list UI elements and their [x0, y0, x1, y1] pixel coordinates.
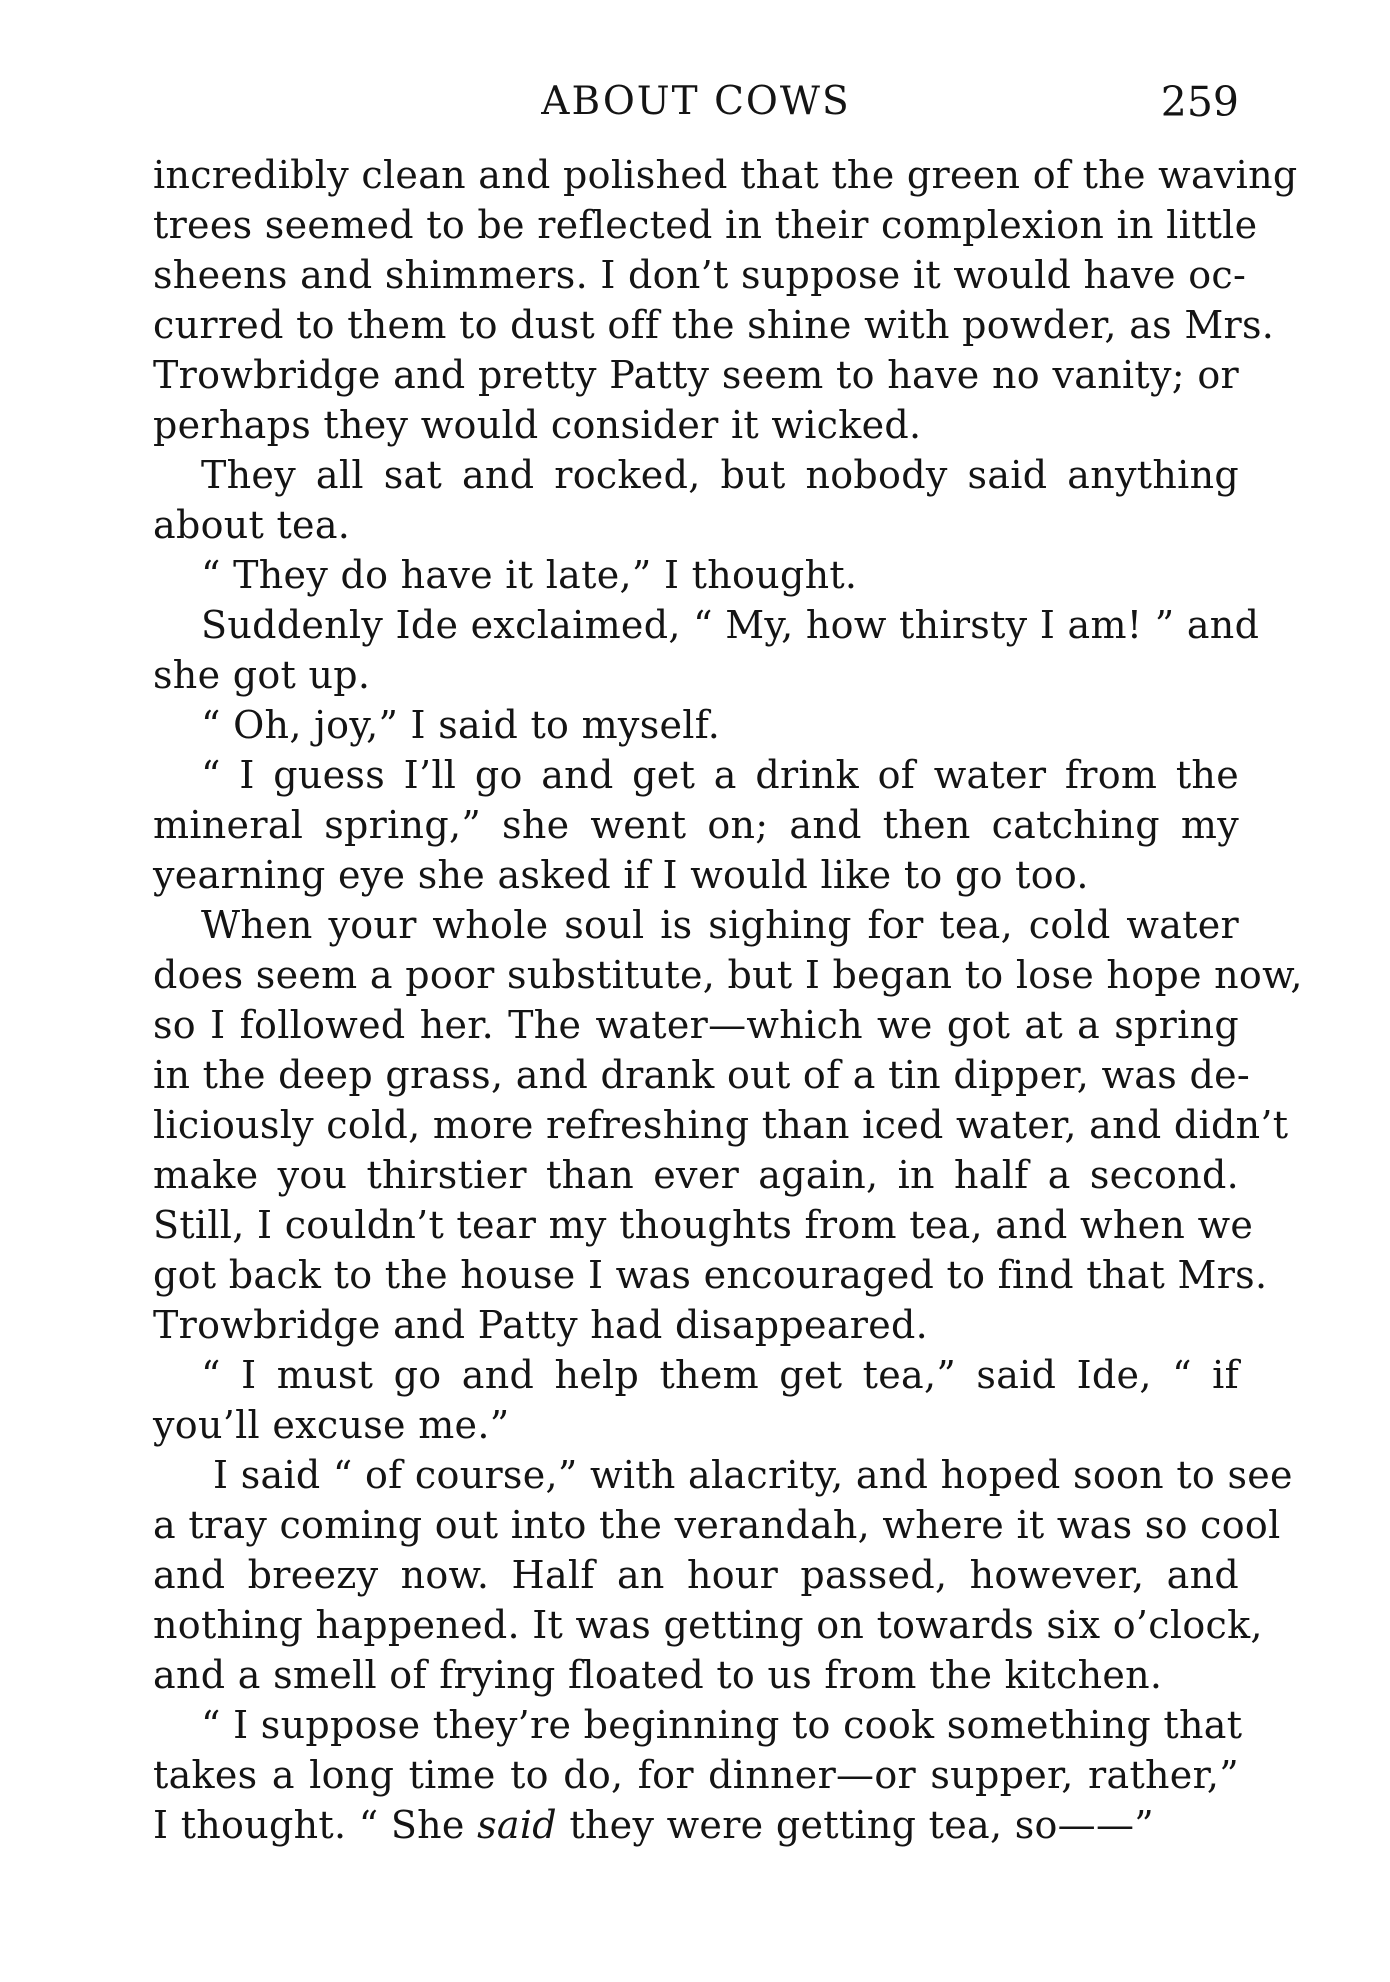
text-line: liciously cold, more refreshing than iced water, and didn’t [153, 1103, 1289, 1147]
text-segment: I thought. “ She [153, 1803, 478, 1847]
text-segment: they were getting tea, so——” [556, 1803, 1155, 1847]
text-line: about tea. [153, 503, 351, 547]
running-title: ABOUT COWS [541, 79, 851, 124]
text-line: and a smell of frying floated to us from the kitchen. [153, 1653, 1163, 1697]
text-line: “ Oh, joy,” I said to myself. [201, 703, 721, 747]
text-line: Still, I couldn’t tear my thoughts from tea, and when we [153, 1203, 1254, 1247]
text-line: does seem a poor substitute, but I began to lose hope now, [153, 953, 1303, 997]
text-line: trees seemed to be reflected in their complexion in little [153, 203, 1258, 247]
text-line: “ I must go and help them get tea,” said Ide, “ if [201, 1353, 1239, 1397]
text-line: she got up. [153, 653, 371, 697]
text-line: in the deep grass, and drank out of a tin dipper, was de- [153, 1053, 1251, 1097]
text-line: “ I suppose they’re beginning to cook something that [201, 1703, 1243, 1747]
text-line: When your whole soul is sighing for tea, cold water [201, 903, 1239, 947]
running-head [153, 72, 1239, 132]
text-line: Trowbridge and pretty Patty seem to have no vanity; or [153, 353, 1239, 397]
body-text [153, 150, 1303, 1850]
text-line: yearning eye she asked if I would like to go too. [153, 853, 1089, 897]
text-line: “ I guess I’ll go and get a drink of water from the [201, 753, 1239, 797]
text-line: incredibly clean and polished that the green of the waving [153, 153, 1298, 197]
text-line: a tray coming out into the verandah, where it was so cool [153, 1503, 1281, 1547]
text-line: Suddenly Ide exclaimed, “ My, how thirsty I am! ” and [201, 603, 1260, 647]
text-line: you’ll excuse me.” [153, 1403, 510, 1447]
text-line: curred to them to dust off the shine with powder, as Mrs. [153, 303, 1275, 347]
text-line: They all sat and rocked, but nobody said anything [201, 453, 1239, 497]
text-line: got back to the house I was encouraged to find that Mrs. [153, 1253, 1268, 1297]
text-line: so I followed her. The water—which we got at a spring [153, 1003, 1239, 1047]
text-line: “ They do have it late,” I thought. [201, 553, 858, 597]
text-line: make you thirstier than ever again, in half a second. [153, 1153, 1239, 1197]
text-line: sheens and shimmers. I don’t suppose it would have oc- [153, 253, 1247, 297]
page-number: 259 [1160, 78, 1239, 126]
text-line: takes a long time to do, for dinner—or supper, rather,” [153, 1753, 1239, 1797]
text-line: Trowbridge and Patty had disappeared. [153, 1303, 929, 1347]
text-line: mineral spring,” she went on; and then catching my [153, 803, 1239, 847]
text-line: and breezy now. Half an hour passed, however, and [153, 1553, 1239, 1597]
emphasized-word: said [477, 1803, 557, 1847]
text-line: nothing happened. It was getting on towards six o’clock, [153, 1603, 1263, 1647]
text-line: I said “ of course,” with alacrity, and hoped soon to see [213, 1453, 1293, 1497]
text-line: perhaps they would consider it wicked. [153, 403, 922, 447]
text-line [153, 1800, 1239, 1850]
